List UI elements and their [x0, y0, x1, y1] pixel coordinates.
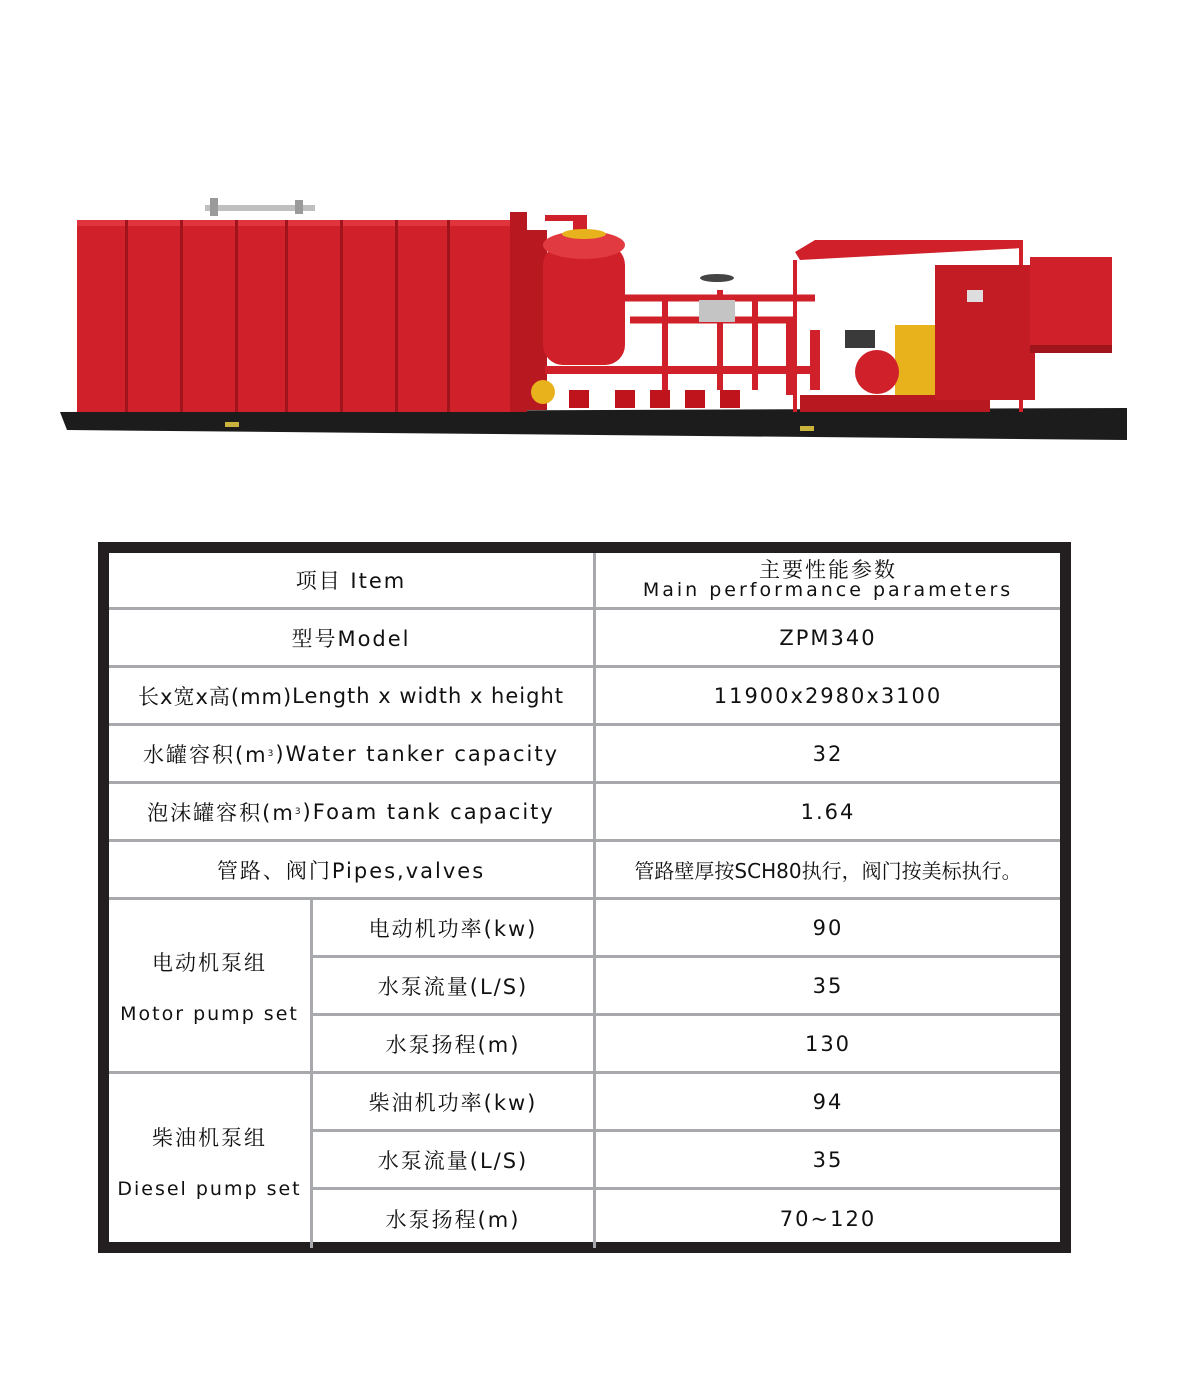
row-value-model: [596, 610, 1060, 668]
header-parameters-cn: 主要性能参数: [759, 558, 897, 582]
header-item-label: 项目 Item: [295, 569, 407, 593]
row-label-foam-tank: [109, 784, 596, 842]
diesel-head-value: 70~120: [779, 1207, 877, 1231]
header-parameters: [596, 553, 1060, 610]
row-value-motor-head: [596, 1016, 1060, 1074]
group-label-motor-pump-set: [109, 900, 313, 1074]
row-value-diesel-flow: [596, 1132, 1060, 1190]
row-label-diesel-power: [313, 1074, 596, 1132]
model-label: 型号Model: [291, 626, 411, 651]
header-item: [109, 553, 596, 610]
diesel-pump-set-cn: 柴油机泵组: [152, 1126, 267, 1150]
foam-tank-value: 1.64: [800, 799, 856, 824]
row-label-motor-head: [313, 1016, 596, 1074]
fire-pump-skid-illustration: [55, 190, 1135, 445]
diesel-head-label: 水泵扬程(m): [385, 1208, 521, 1232]
motor-pump-set-en: Motor pump set: [120, 1002, 299, 1025]
motor-power-value: 90: [812, 915, 844, 940]
water-tank: [77, 198, 527, 412]
diesel-pump-set-en: Diesel pump set: [117, 1178, 302, 1200]
diesel-power-label: 柴油机功率(kw): [368, 1090, 538, 1115]
row-label-motor-power: [313, 900, 596, 958]
foam-tank-label-post: )Foam tank capacity: [302, 799, 555, 824]
electrical-cabinet: [935, 257, 1112, 400]
motor-head-value: 130: [804, 1031, 852, 1056]
row-label-motor-flow: [313, 958, 596, 1016]
diesel-flow-label: 水泵流量(L/S): [377, 1148, 529, 1173]
row-value-diesel-head: [596, 1190, 1060, 1248]
motor-flow-value: 35: [812, 973, 844, 998]
dimensions-label-cn: 长x宽x高(mm): [138, 684, 293, 709]
row-value-motor-flow: [596, 958, 1060, 1016]
row-value-pipes-valves: [596, 842, 1060, 900]
foam-tank-label-sup: 3: [294, 806, 303, 817]
skid-base: [60, 408, 1127, 440]
foam-tank: [527, 215, 625, 410]
row-value-motor-power: [596, 900, 1060, 958]
row-label-model: [109, 610, 596, 668]
row-label-water-tank: [109, 726, 596, 784]
dimensions-value: 11900x2980x3100: [713, 683, 943, 708]
diesel-flow-value: 35: [812, 1147, 844, 1172]
motor-head-label: 水泵扬程(m): [385, 1032, 521, 1057]
specification-table: [98, 542, 1071, 1253]
water-tank-label-sup: 3: [267, 748, 276, 759]
row-value-water-tank: [596, 726, 1060, 784]
row-value-diesel-power: [596, 1074, 1060, 1132]
row-value-foam-tank: [596, 784, 1060, 842]
row-label-diesel-head: [313, 1190, 596, 1248]
row-value-dimensions: [596, 668, 1060, 726]
row-label-dimensions: [109, 668, 596, 726]
pipes-valves-value: 管路壁厚按SCH80执行，阀门按美标执行。: [634, 859, 1022, 883]
row-label-pipes-valves: [109, 842, 596, 900]
pipes-valves-label: 管路、阀门Pipes,valves: [216, 858, 486, 883]
water-tank-label-post: )Water tanker capacity: [275, 741, 560, 766]
water-tank-label-pre: 水罐容积(m: [142, 742, 268, 767]
water-tank-value: 32: [812, 741, 844, 766]
foam-tank-label-pre: 泡沫罐容积(m: [147, 800, 295, 825]
group-label-diesel-pump-set: [109, 1074, 313, 1248]
motor-power-label: 电动机功率(kw): [368, 916, 538, 941]
model-value: ZPM340: [779, 625, 877, 650]
row-label-diesel-flow: [313, 1132, 596, 1190]
diesel-power-value: 94: [812, 1089, 844, 1114]
dimensions-label-en: Length x width x height: [292, 683, 564, 708]
motor-flow-label: 水泵流量(L/S): [377, 974, 529, 999]
header-parameters-en: Main performance parameters: [642, 579, 1014, 602]
motor-pump-set-cn: 电动机泵组: [152, 950, 267, 975]
